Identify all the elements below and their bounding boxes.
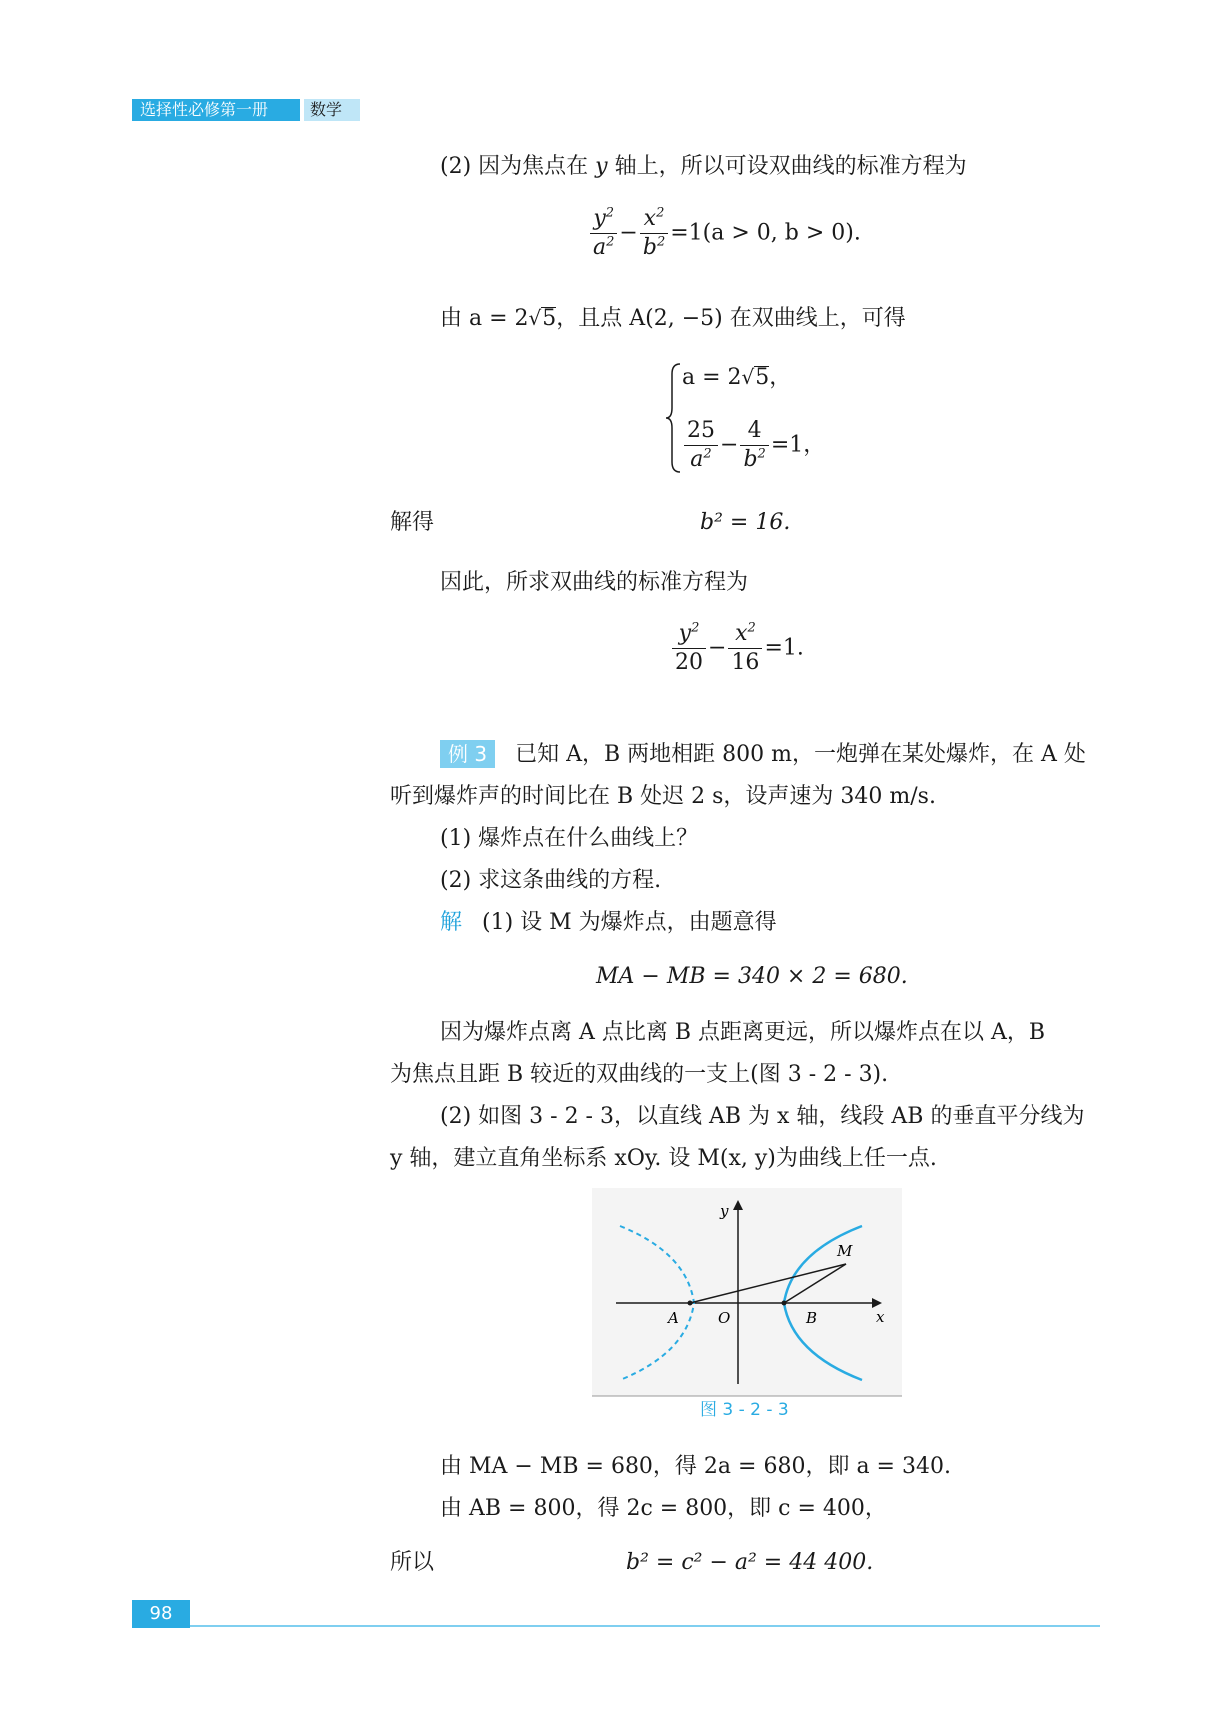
sys2-num2: 4 [740, 417, 768, 446]
solve-label: 解得 [390, 510, 435, 535]
figure-caption: 图 3 - 2 - 3 [700, 1400, 789, 1420]
fraction-y2-a2: $\frac{y^2}{a^2}$ [590, 205, 617, 262]
label-o: O [718, 1309, 731, 1327]
final-den1: 20 [675, 650, 703, 675]
fraction-25-a2: $\frac{25}{a^2}$ [684, 417, 718, 474]
para1-line1: 因为爆炸点离 A 点比离 B 点距离更远，所以爆炸点在以 A，B [440, 1020, 1046, 1045]
part2-intro [440, 152, 967, 182]
sys2-end: =1， [770, 432, 826, 458]
page-number: 98 [132, 1600, 190, 1628]
solution-line1-text: (1) 设 M 为爆炸点，由题意得 [482, 910, 777, 935]
point-b [782, 1301, 787, 1306]
solution-line1 [440, 908, 777, 938]
given-pre: 由 a = 2 [440, 306, 529, 331]
sys1-end: ， [769, 365, 792, 390]
equation-ma-mb: MA − MB = 340 × 2 = 680. [596, 964, 908, 989]
figure-background [592, 1188, 902, 1396]
header-book-title: 选择性必修第一册 [132, 99, 300, 121]
system-brace [664, 362, 684, 474]
final-end: =1. [764, 635, 804, 661]
point-a [688, 1301, 693, 1306]
example3-q1: (1) 爆炸点在什么曲线上？ [440, 826, 699, 851]
part2-intro-post: 轴上，所以可设双曲线的标准方程为 [607, 154, 967, 179]
solution-label: 解 [440, 910, 463, 935]
equation-final: $\frac{y^2}{20}$ − $\frac{x^2}{16}$ =1. [670, 620, 804, 677]
equation-standard-form: $\frac{y^2}{a^2}$ − $\frac{x^2}{b^2}$ =1(a > 0, b > 0). [588, 205, 861, 262]
after-line2: 由 AB = 800，得 2c = 800，即 c = 400， [440, 1496, 887, 1521]
sys1-sqrt: 5 [755, 365, 770, 390]
example3-q2: (2) 求这条曲线的方程. [440, 868, 662, 893]
given-line: 由 a = 2√5，且点 A(2, −5) 在双曲线上，可得 [440, 306, 906, 331]
label-x: x [876, 1308, 885, 1326]
given-sqrt: 5 [542, 306, 557, 331]
after-line1: 由 MA − MB = 680，得 2a = 680，即 a = 340. [440, 1454, 951, 1479]
example3-tag: 例 3 [440, 740, 495, 768]
so-equation: b² = c² − a² = 44 400. [626, 1550, 874, 1575]
so-label: 所以 [390, 1550, 435, 1575]
label-b: B [806, 1309, 818, 1327]
fraction-y2-20: $\frac{y^2}{20}$ [672, 620, 706, 677]
system-eq2: $\frac{25}{a^2}$ − $\frac{4}{b^2}$ =1， [682, 417, 825, 474]
given-post: ，且点 A(2, −5) 在双曲线上，可得 [556, 306, 906, 331]
para2-line2: y 轴，建立直角坐标系 xOy. 设 M(x, y)为曲线上任一点. [390, 1146, 937, 1171]
therefore-line: 因此，所求双曲线的标准方程为 [440, 570, 749, 595]
label-m: M [837, 1242, 853, 1260]
figure-hyperbola [592, 1188, 902, 1406]
part2-intro-pre: (2) 因为焦点在 [440, 154, 596, 179]
label-a: A [668, 1309, 679, 1327]
final-den2: 16 [731, 650, 760, 675]
fraction-x2-16: $\frac{x^2}{16}$ [728, 620, 762, 677]
sys2-num1: 25 [684, 417, 718, 446]
sys1-text: a = 2 [682, 365, 742, 390]
fraction-x2-b2: $\frac{x^2}{b^2}$ [640, 205, 668, 262]
example3-line1-text: 已知 A，B 两地相距 800 m，一炮弹在某处爆炸，在 A 处 [515, 742, 1086, 767]
label-y: y [720, 1202, 729, 1220]
eq1-condition: =1(a > 0, b > 0). [670, 220, 861, 246]
footer-rule [190, 1625, 1100, 1627]
solve-eq: b² = 16. [700, 510, 791, 535]
example3-line2: 听到爆炸声的时间比在 B 处迟 2 s，设声速为 340 m/s. [390, 784, 936, 809]
para1-line2: 为焦点且距 B 较近的双曲线的一支上(图 3 - 2 - 3). [390, 1062, 889, 1087]
part2-intro-var: y [595, 154, 608, 179]
example3-line1 [440, 740, 1086, 770]
header-subject: 数学 [304, 99, 360, 121]
para2-line1: (2) 如图 3 - 2 - 3，以直线 AB 为 x 轴，线段 AB 的垂直平分线为 [440, 1104, 1085, 1129]
fraction-4-b2: $\frac{4}{b^2}$ [740, 417, 768, 474]
system-eq1: a = 2√5， [682, 365, 792, 390]
